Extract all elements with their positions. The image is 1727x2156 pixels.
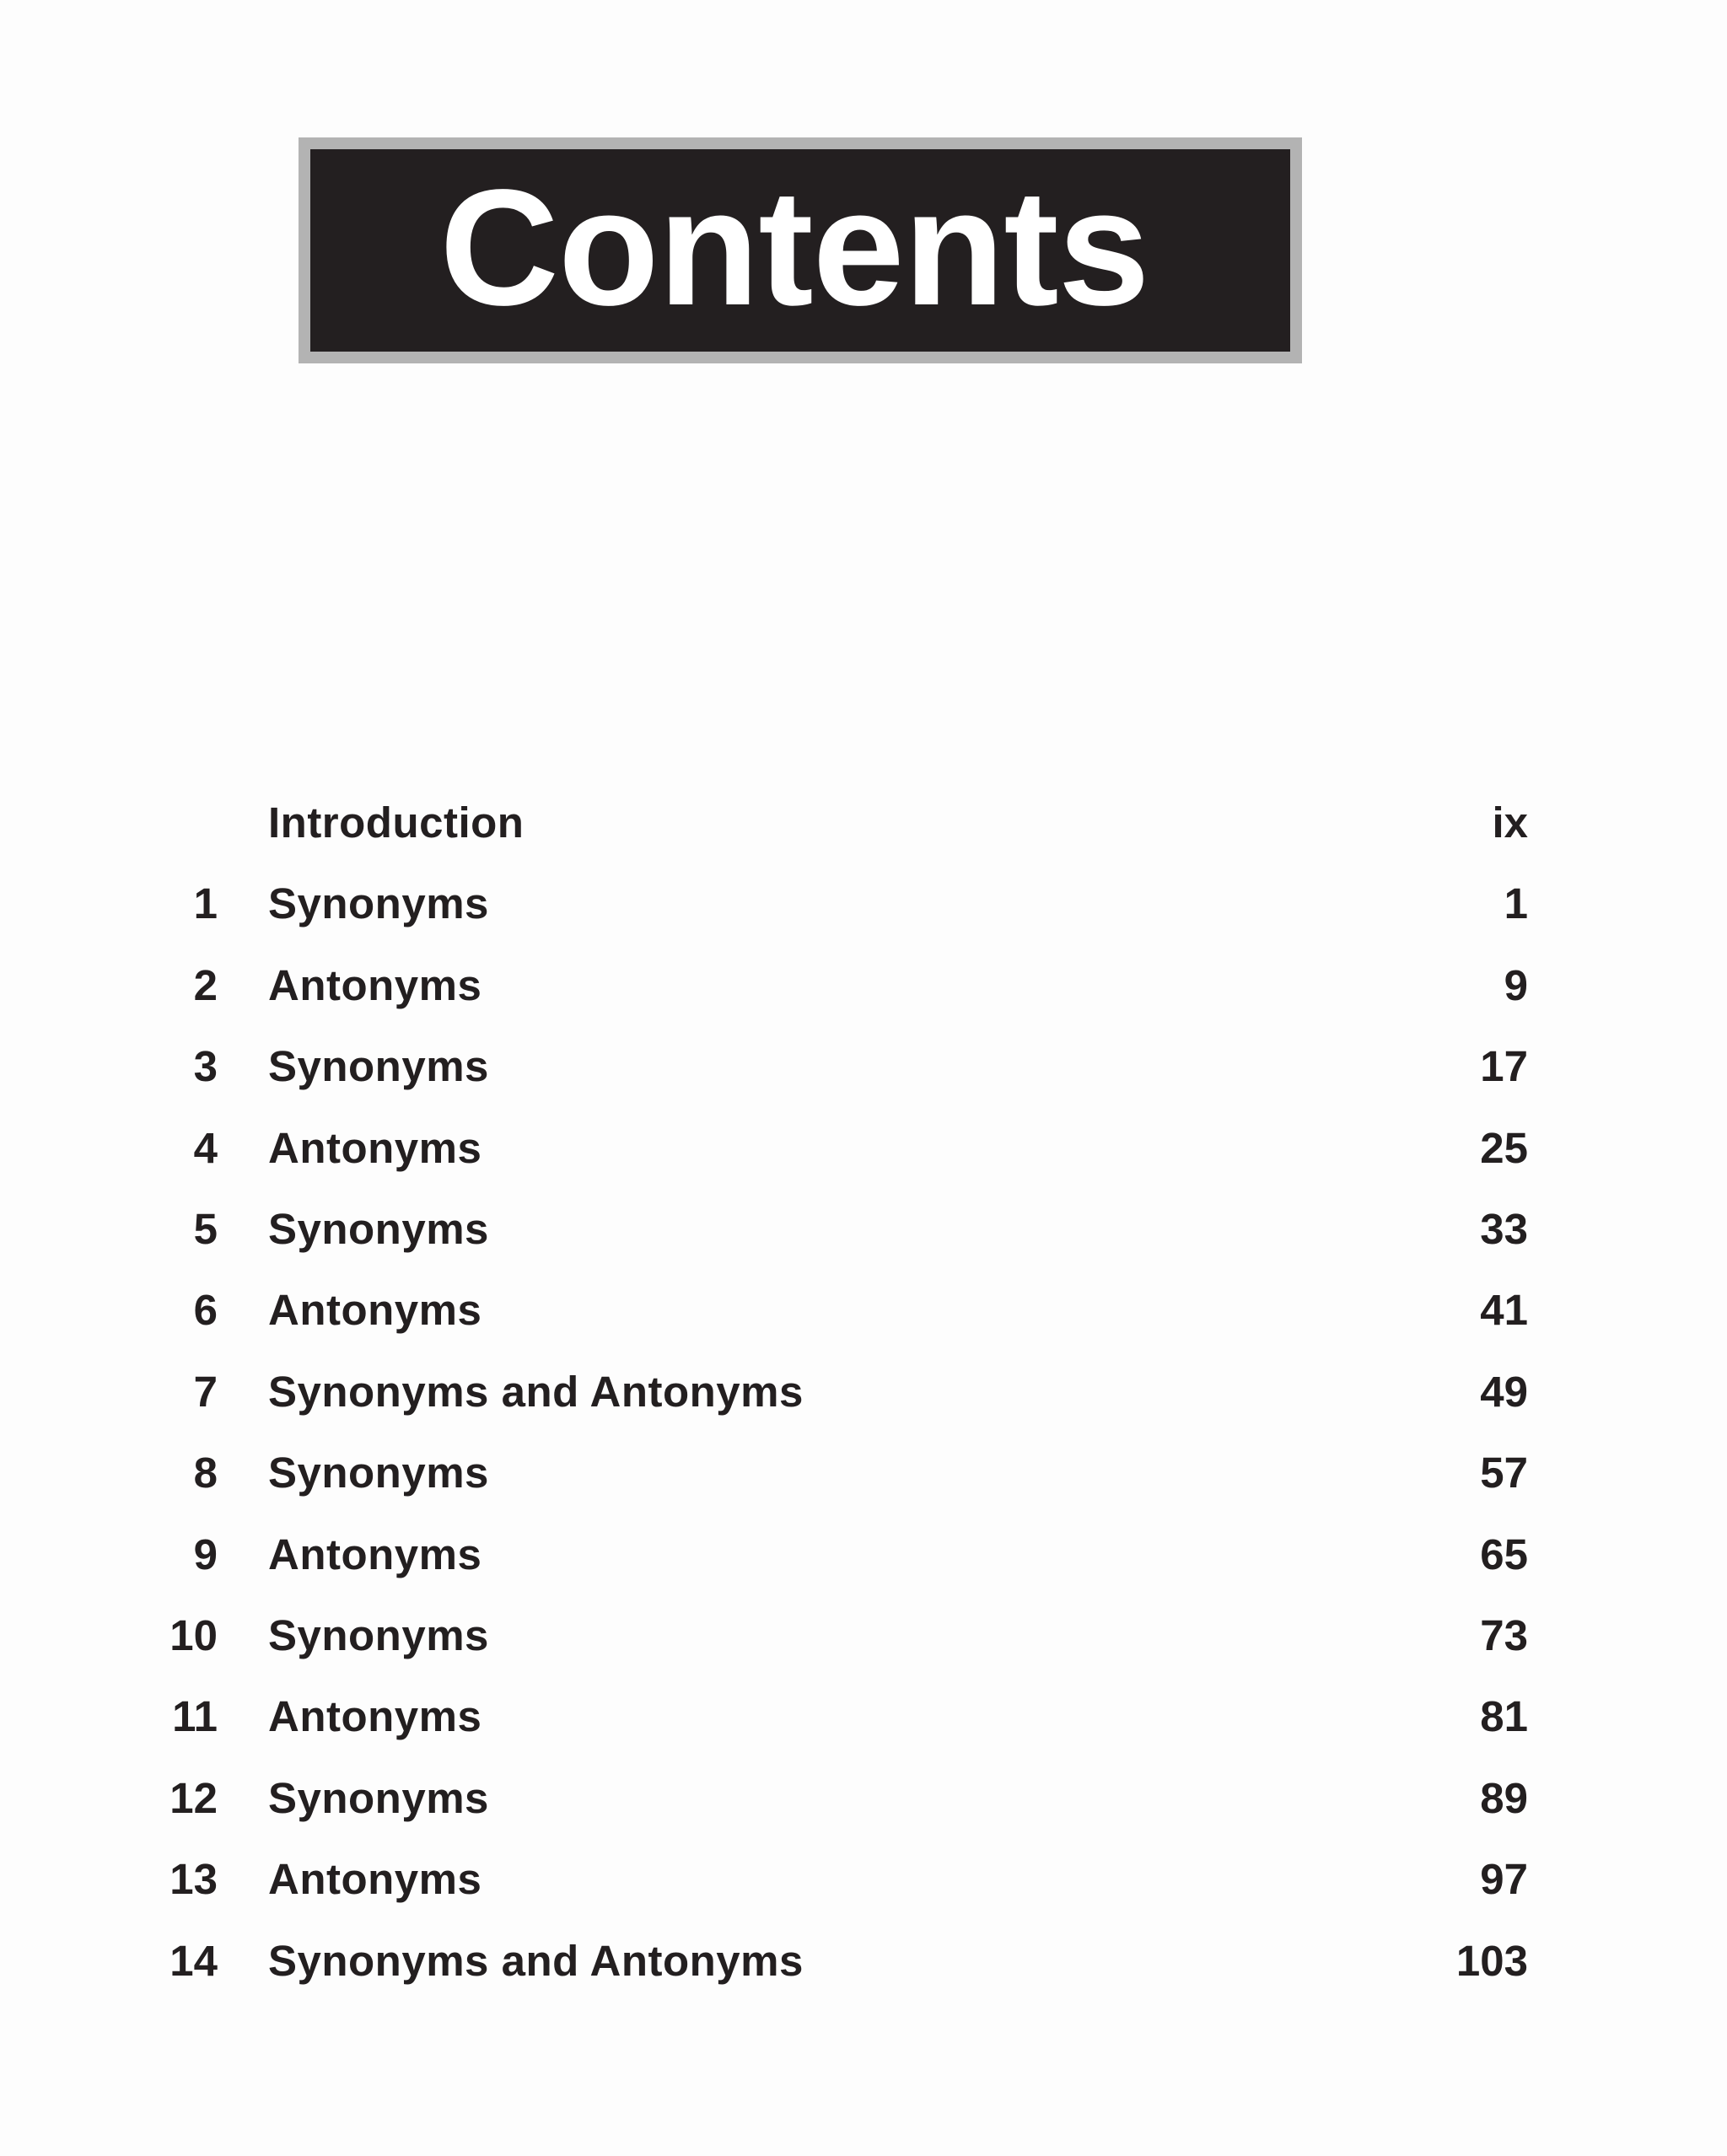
toc-entry-number: 7	[193, 1367, 218, 1416]
toc-entry-title: Introduction	[268, 798, 525, 847]
toc-entry-number: 3	[193, 1042, 218, 1091]
toc-entry-page: 81	[1480, 1692, 1528, 1741]
toc-entry-page: 33	[1480, 1205, 1528, 1253]
toc-entry-page: 73	[1480, 1611, 1528, 1659]
toc-entry-number: 13	[169, 1855, 218, 1904]
toc-entry-title: Synonyms and Antonyms	[268, 1936, 804, 1985]
toc-entry[interactable]	[0, 1606, 1727, 1665]
toc-entry-page: 89	[1480, 1773, 1528, 1822]
toc-entry-title: Antonyms	[268, 1692, 482, 1741]
toc-entry-title: Antonyms	[268, 1530, 482, 1578]
toc-entry[interactable]	[0, 1687, 1727, 1746]
toc-entry-number: 11	[172, 1692, 218, 1741]
toc-entry-title: Antonyms	[268, 1855, 482, 1904]
toc-entry[interactable]	[0, 1525, 1727, 1584]
contents-title-banner	[310, 149, 1290, 352]
toc-entry-page: 1	[1504, 879, 1528, 928]
toc-entry-number: 4	[193, 1123, 218, 1172]
toc-entry-number: 6	[193, 1286, 218, 1335]
page-title: Contents	[439, 155, 1149, 340]
toc-entry-page: 97	[1480, 1855, 1528, 1904]
toc-entry[interactable]	[0, 956, 1727, 1015]
toc-entry-page: 65	[1480, 1530, 1528, 1578]
toc-entry[interactable]	[0, 1444, 1727, 1503]
toc-entry[interactable]	[0, 1200, 1727, 1259]
toc-entry-page: ix	[1492, 798, 1528, 847]
toc-entry-number: 12	[169, 1773, 218, 1822]
toc-entry[interactable]	[0, 1119, 1727, 1178]
toc-entry-page: 57	[1480, 1449, 1528, 1497]
toc-entry[interactable]	[0, 793, 1727, 852]
toc-entry-title: Synonyms	[268, 879, 489, 928]
toc-entry[interactable]	[0, 1281, 1727, 1340]
toc-entry-title: Synonyms	[268, 1611, 489, 1659]
toc-entry-title: Antonyms	[268, 1286, 482, 1335]
toc-entry-number: 1	[193, 879, 218, 928]
toc-entry-page: 17	[1480, 1042, 1528, 1091]
toc-entry-page: 9	[1504, 960, 1528, 1009]
toc-entry-title: Synonyms	[268, 1205, 489, 1253]
toc-entry[interactable]	[0, 1363, 1727, 1422]
toc-entry-page: 103	[1455, 1936, 1528, 1985]
toc-entry-number: 5	[193, 1205, 218, 1253]
toc-entry-title: Antonyms	[268, 1123, 482, 1172]
toc-entry-page: 25	[1480, 1123, 1528, 1172]
toc-entry[interactable]	[0, 874, 1727, 933]
toc-entry-page: 41	[1480, 1286, 1528, 1335]
toc-entry-number: 8	[193, 1449, 218, 1497]
toc-entry-page: 49	[1480, 1367, 1528, 1416]
toc-entry-title: Synonyms	[268, 1042, 489, 1091]
toc-entry-number: 10	[169, 1611, 218, 1659]
toc-entry-title: Synonyms	[268, 1449, 489, 1497]
toc-entry-number: 2	[193, 960, 218, 1009]
toc-entry-title: Synonyms	[268, 1773, 489, 1822]
toc-entry[interactable]	[0, 1769, 1727, 1828]
contents-title-box	[299, 137, 1302, 363]
toc-entry[interactable]	[0, 1850, 1727, 1909]
toc-entry-number: 9	[193, 1530, 218, 1578]
toc-entry[interactable]	[0, 1037, 1727, 1096]
toc-entry-title: Synonyms and Antonyms	[268, 1367, 804, 1416]
toc-entry-title: Antonyms	[268, 960, 482, 1009]
toc-entry[interactable]	[0, 1932, 1727, 1991]
toc-entry-number: 14	[169, 1936, 218, 1985]
